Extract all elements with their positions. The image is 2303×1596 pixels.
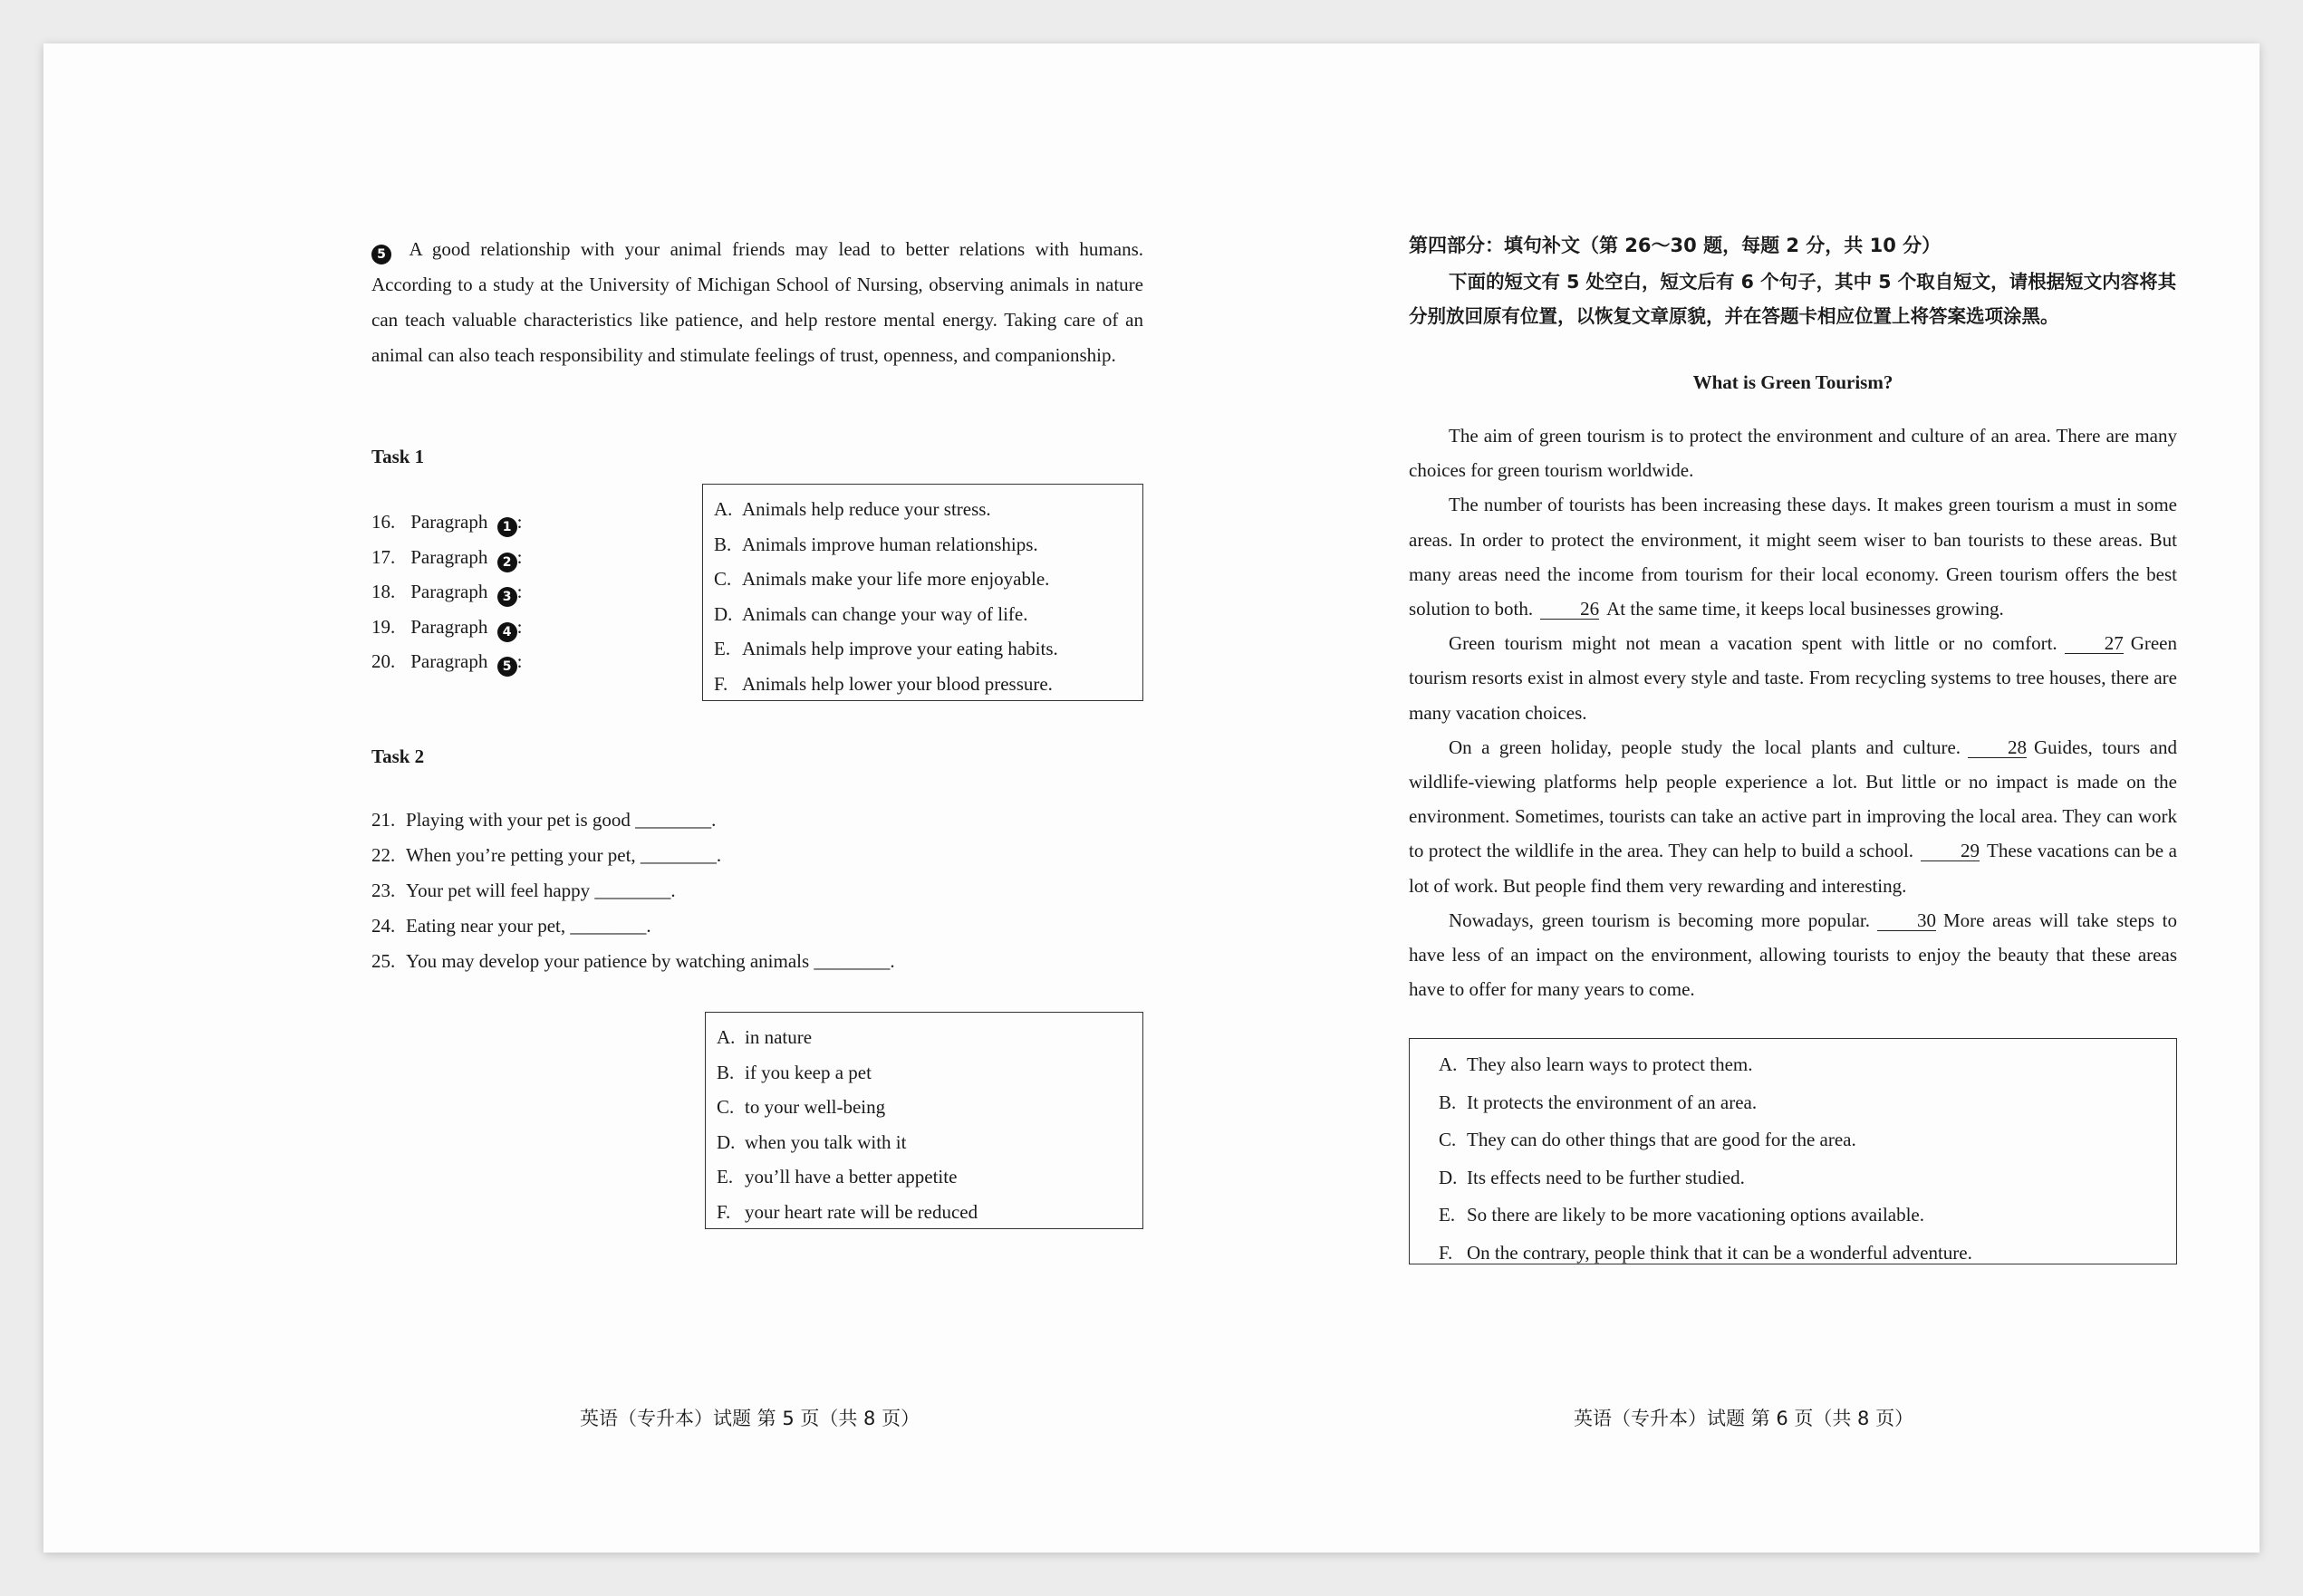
option-text: in nature <box>745 1026 813 1048</box>
article-paragraph-5 <box>1409 903 2177 1007</box>
option-f <box>714 667 1142 702</box>
question-number: 17. <box>371 545 396 568</box>
option-text: On the contrary, people think that it can be a wonderful adventure. <box>1467 1241 1972 1264</box>
question-18: 18. Paragraph 3 : <box>371 574 522 610</box>
option-a <box>1439 1046 2176 1084</box>
question-number: 19. <box>371 615 396 638</box>
option-letter: E. <box>717 1166 734 1187</box>
option-text: Animals make your life more enjoyable. <box>742 568 1050 590</box>
task1-question-list <box>371 505 522 679</box>
option-letter: D. <box>717 1130 736 1153</box>
question-16: 16. Paragraph 1 : <box>371 505 522 540</box>
article-paragraph-2 <box>1409 487 2177 626</box>
paragraph-5-text: A good relationship with your animal friends may lead to better relations with humans. According to a study at the University of Michigan School of Nursing, observing animals in nature can teach valuable characteristics like patience, and help restore mental energy. Taking care of an animal can also teach responsibility and stimulate feelings of trust, openness, and companionship. <box>371 238 1143 366</box>
paragraph-marker: 4 <box>497 622 517 642</box>
question-23 <box>371 873 895 909</box>
question-20: 20. Paragraph 5 : <box>371 644 522 679</box>
question-number: 22. <box>371 844 396 866</box>
option-f <box>1439 1235 2176 1273</box>
option-letter: F. <box>717 1200 731 1223</box>
article-paragraph-3 <box>1409 626 2177 730</box>
paragraph-text: Green tourism resorts exist in almost every style and taste. From recycling systems to tree houses, there are many vacation choices. <box>1409 632 2177 724</box>
option-text: Animals can change your way of life. <box>742 602 1028 625</box>
question-number: 25. <box>371 950 396 972</box>
option-text: Animals help improve your eating habits. <box>742 638 1058 659</box>
task2-title: Task 2 <box>371 745 425 767</box>
paragraph-marker: 2 <box>497 553 517 572</box>
question-text: Paragraph <box>410 581 488 602</box>
task2-question-list <box>371 803 895 979</box>
section-title: 第四部分：填句补文（第 26～30 题，每题 2 分，共 10 分） <box>1409 235 1942 256</box>
option-letter: C. <box>1439 1129 1457 1150</box>
section-instructions: 下面的短文有 5 处空白，短文后有 6 个句子，其中 5 个取自短文，请根据短文内容将其分别放回原有位置，以恢复文章原貌，并在答题卡相应位置上将答案选项涂黑。 <box>1409 271 2177 327</box>
paragraph-text: The number of tourists has been increasing these days. It makes green tourism a must in some areas. In order to protect the environment, it might seem wiser to ban tourists to these areas. But many areas need the income from tourism for their local economy. Green tourism offers the best solution to both. <box>1409 494 2177 620</box>
page-footer: 英语（专升本）试题 第 6 页（共 8 页） <box>1574 1408 1914 1429</box>
page-footer: 英语（专升本）试题 第 5 页（共 8 页） <box>580 1408 920 1429</box>
option-b <box>1439 1084 2176 1122</box>
paragraph-text: Nowadays, green tourism is becoming more popular. <box>1449 909 1870 931</box>
blank-26: 26 <box>1540 599 1599 620</box>
question-text: Playing with your pet is good ________. <box>406 809 717 831</box>
option-e <box>717 1159 1142 1195</box>
paragraph-marker: 1 <box>497 517 517 537</box>
option-text: It protects the environment of an area. <box>1467 1091 1758 1113</box>
option-c <box>1439 1121 2176 1159</box>
option-text: So there are likely to be more vacationing options available. <box>1467 1204 1925 1226</box>
option-d <box>714 597 1142 632</box>
option-a <box>714 492 1142 527</box>
option-e <box>714 631 1142 667</box>
question-text: Paragraph <box>410 615 488 638</box>
paragraph-marker: 3 <box>497 587 517 607</box>
option-letter: B. <box>714 533 732 555</box>
option-d <box>717 1125 1142 1160</box>
paragraph-text: The aim of green tourism is to protect the environment and culture of an area. There are many choices for green tourism worldwide. <box>1409 425 2177 482</box>
question-25 <box>371 944 895 979</box>
question-text: Paragraph <box>410 511 488 533</box>
exam-sheet <box>43 43 2260 1553</box>
paragraph-text: These vacations can be a lot of work. But people find them very rewarding and interesting. <box>1409 840 2177 897</box>
option-text: you’ll have a better appetite <box>745 1166 958 1187</box>
article-body <box>1409 418 2177 1006</box>
blank-29: 29 <box>1921 841 1980 861</box>
paragraph-text: Guides, tours and wildlife-viewing platforms help people experience a lot. But little or no impact is made on the environment. Sometimes, tourists can take an active part in improving the local area. They can work to protect the wildlife in the area. They can help to build a school. <box>1409 736 2177 862</box>
task1-options-box <box>702 484 1143 701</box>
option-b <box>714 527 1142 562</box>
question-24 <box>371 909 895 944</box>
option-letter: A. <box>1439 1053 1458 1075</box>
option-letter: F. <box>1439 1241 1453 1264</box>
option-letter: C. <box>717 1096 735 1118</box>
option-c <box>714 562 1142 597</box>
option-text: Animals help lower your blood pressure. <box>742 672 1053 695</box>
paragraph-text: Green tourism might not mean a vacation spent with little or no comfort. <box>1449 632 2057 655</box>
paragraph-text: More areas will take steps to have less of an impact on the environment, allowing tourists to enjoy the beauty that these areas have to offer for many years to come. <box>1409 909 2178 1001</box>
article-paragraph-4 <box>1409 730 2177 903</box>
article-title: What is Green Tourism? <box>1692 371 1893 393</box>
option-letter: D. <box>1439 1166 1458 1188</box>
blank-30: 30 <box>1877 910 1936 931</box>
task2-options-box <box>705 1012 1143 1229</box>
paragraph-text: At the same time, it keeps local businesses growing. <box>1606 598 2004 620</box>
option-letter: B. <box>1439 1091 1457 1113</box>
question-17: 17. Paragraph 2 : <box>371 540 522 575</box>
option-text: when you talk with it <box>745 1130 907 1153</box>
page-5 <box>43 43 1152 1553</box>
option-text: your heart rate will be reduced <box>745 1200 978 1223</box>
option-text: Animals help reduce your stress. <box>742 498 991 520</box>
option-letter: E. <box>1439 1204 1456 1226</box>
question-text: Paragraph <box>410 545 488 568</box>
option-text: They also learn ways to protect them. <box>1467 1053 1753 1075</box>
page-6 <box>1152 43 2260 1553</box>
question-number: 16. <box>371 511 396 533</box>
question-text: Eating near your pet, ________. <box>406 915 651 937</box>
option-letter: C. <box>714 568 732 590</box>
paragraph-marker: 5 <box>497 657 517 677</box>
question-number: 21. <box>371 809 396 831</box>
question-number: 24. <box>371 915 396 937</box>
question-21 <box>371 803 895 838</box>
option-letter: F. <box>714 672 728 695</box>
question-number: 23. <box>371 880 396 901</box>
question-number: 20. <box>371 650 396 672</box>
option-f <box>717 1195 1142 1230</box>
blank-28: 28 <box>1968 737 2027 758</box>
question-text: You may develop your patience by watching animals ________. <box>406 950 895 972</box>
question-text: Your pet will feel happy ________. <box>406 880 676 901</box>
option-letter: D. <box>714 602 733 625</box>
question-text: Paragraph <box>410 650 488 672</box>
option-text: if you keep a pet <box>745 1061 872 1083</box>
option-text: Its effects need to be further studied. <box>1467 1166 1745 1188</box>
option-c <box>717 1090 1142 1125</box>
option-text: They can do other things that are good for the area. <box>1467 1129 1856 1150</box>
option-letter: E. <box>714 638 731 659</box>
paragraph-text: On a green holiday, people study the local plants and culture. <box>1449 736 1961 758</box>
blank-27: 27 <box>2065 633 2124 654</box>
option-text: Animals improve human relationships. <box>742 533 1038 555</box>
question-number: 18. <box>371 581 396 602</box>
option-d <box>1439 1159 2176 1197</box>
question-22 <box>371 838 895 873</box>
sentence-options-box <box>1409 1038 2177 1264</box>
option-letter: B. <box>717 1061 735 1083</box>
paragraph-5 <box>371 232 1143 373</box>
option-e <box>1439 1197 2176 1235</box>
task1-title: Task 1 <box>371 446 425 467</box>
option-a <box>717 1020 1142 1055</box>
option-b <box>717 1055 1142 1091</box>
question-19: 19. Paragraph 4 : <box>371 610 522 645</box>
article-paragraph-1 <box>1409 418 2177 487</box>
option-text: to your well-being <box>745 1096 886 1118</box>
option-letter: A. <box>717 1026 736 1048</box>
paragraph-number-5-marker: 5 <box>371 245 391 264</box>
option-letter: A. <box>714 498 733 520</box>
question-text: When you’re petting your pet, ________. <box>406 844 722 866</box>
